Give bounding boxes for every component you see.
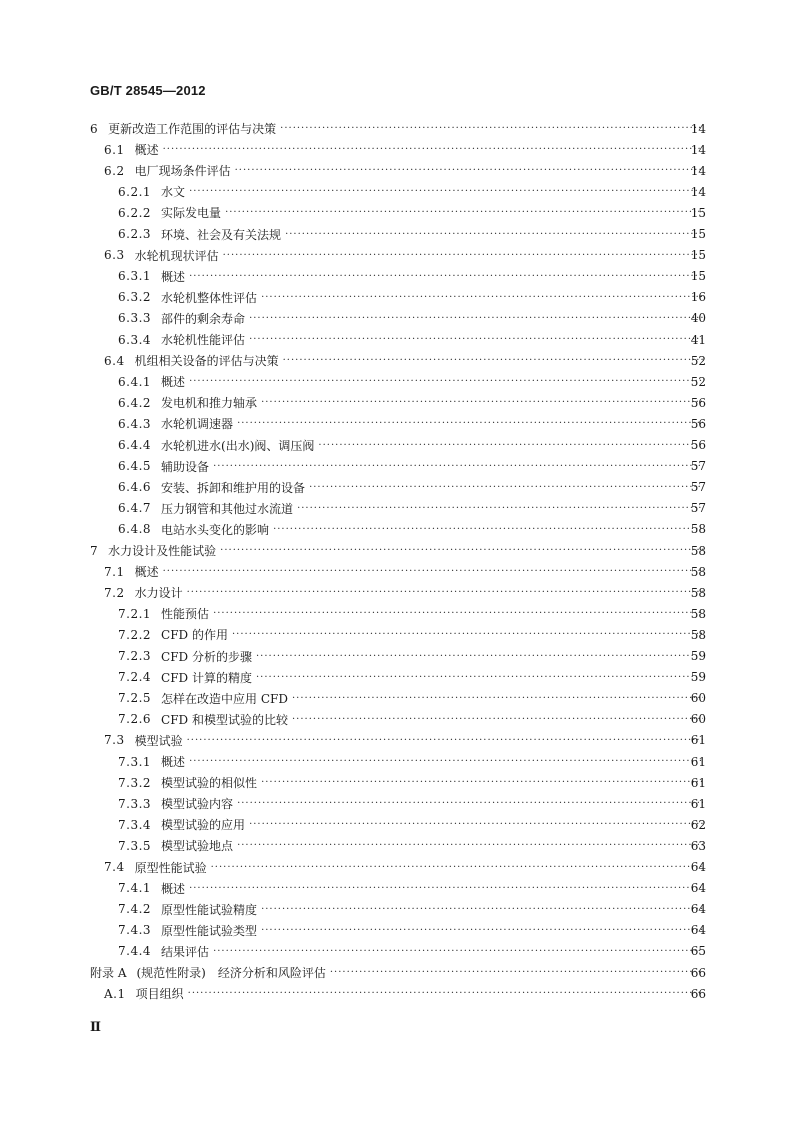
- toc-entry-page: 64: [690, 902, 706, 917]
- toc-entry-page: 16: [690, 290, 706, 305]
- toc-entry-title: 概述: [161, 755, 186, 769]
- toc-entry-number: 6.4: [104, 353, 125, 368]
- toc-entry[interactable]: [0, 814, 794, 835]
- toc-entry[interactable]: [0, 287, 794, 308]
- toc-entry-page: 61: [690, 733, 706, 748]
- toc-entry-title: 概述: [161, 269, 186, 284]
- toc-entry-page: 64: [690, 923, 706, 938]
- toc-leader-dots: [292, 714, 703, 725]
- toc-leader-dots: [237, 798, 703, 809]
- toc-entry-page: 59: [690, 670, 706, 685]
- toc-entry-page: 58: [690, 564, 706, 579]
- toc-entry-title: 机组相关设备的评估与决策: [134, 354, 279, 369]
- toc-leader-dots: [292, 693, 703, 704]
- toc-entry-page: 58: [690, 543, 706, 558]
- toc-entry[interactable]: [0, 371, 794, 392]
- toc-entry-line: [118, 479, 706, 496]
- toc-entry-page: 61: [690, 796, 706, 811]
- toc-leader-dots: [189, 376, 703, 387]
- toc-entry-line: [104, 584, 706, 601]
- toc-entry-number: 7: [90, 543, 99, 558]
- toc-entry[interactable]: [0, 603, 794, 624]
- toc-leader-dots: [189, 756, 703, 767]
- toc-leader-dots: [187, 587, 703, 598]
- toc-entry-title: 水轮机整体性评估: [161, 290, 258, 305]
- toc-entry-line: [90, 542, 706, 559]
- toc-leader-dots: [261, 925, 703, 936]
- toc-entry-title: (规范性附录) 经济分析和风险评估: [136, 966, 326, 980]
- toc-entry[interactable]: [0, 962, 794, 983]
- toc-entry-number: 6.4.1: [118, 374, 152, 389]
- toc-entry-title: 概述: [134, 565, 159, 580]
- toc-leader-dots: [280, 123, 703, 134]
- toc-entry-line: [118, 922, 706, 939]
- toc-leader-dots: [235, 165, 703, 176]
- toc-entry-page: 14: [690, 184, 706, 199]
- toc-entry-title: 部件的剩余寿命: [161, 311, 246, 326]
- toc-entry-line: [104, 563, 706, 580]
- toc-entry-page: 40: [690, 311, 706, 326]
- toc-entry-number: 6.4.5: [118, 459, 152, 474]
- toc-leader-dots: [318, 440, 703, 451]
- toc-entry-page: 61: [690, 775, 706, 790]
- toc-entry-title: 概述: [161, 881, 186, 896]
- toc-entry-number: 6.3.4: [118, 332, 152, 347]
- toc-entry-page: 15: [690, 205, 706, 220]
- toc-entry-page: 60: [690, 691, 706, 706]
- toc-entry-line: [90, 120, 706, 137]
- toc-entry-line: [118, 795, 706, 812]
- toc-entry[interactable]: [0, 646, 794, 667]
- toc-entry[interactable]: [0, 160, 794, 181]
- toc-entry[interactable]: [0, 730, 794, 751]
- toc-entry-page: 14: [690, 163, 706, 178]
- toc-leader-dots: [213, 946, 703, 957]
- toc-entry-page: 15: [690, 227, 706, 241]
- toc-entry[interactable]: [0, 224, 794, 245]
- toc-entry-title: 模型试验内容: [161, 797, 234, 812]
- toc-entry[interactable]: [0, 202, 794, 223]
- toc-entry-page: 58: [690, 627, 706, 642]
- toc-entry-line: [104, 859, 706, 876]
- toc-entry-number: 7.3.4: [118, 817, 152, 832]
- toc-entry-title: 安装、拆卸和维护用的设备: [161, 480, 306, 495]
- toc-entry-line: [118, 331, 706, 348]
- toc-entry-number: A.1: [104, 986, 126, 1001]
- toc-entry-number: 7.3.5: [118, 838, 152, 853]
- toc-entry-line: [104, 985, 706, 1002]
- toc-entry-title: 水力设计及性能试验: [108, 544, 217, 558]
- toc-leader-dots: [256, 672, 703, 683]
- toc-entry-number: 7.2.6: [118, 712, 152, 727]
- toc-entry[interactable]: [0, 350, 794, 371]
- toc-leader-dots: [237, 418, 703, 429]
- toc-entry-page: 58: [690, 585, 706, 600]
- toc-leader-dots: [283, 355, 703, 366]
- page-number: Ⅱ: [90, 1020, 101, 1035]
- toc-entry-page: 65: [690, 944, 706, 959]
- toc-leader-dots: [187, 735, 703, 746]
- toc-entry-number: 6.1: [104, 142, 125, 157]
- toc-entry-number: 6.4.6: [118, 480, 152, 495]
- toc-entry-title: 更新改造工作范围的评估与决策: [108, 122, 277, 136]
- toc-entry[interactable]: [0, 540, 794, 561]
- toc-entry-page: 64: [690, 860, 706, 874]
- toc-leader-dots: [261, 777, 703, 788]
- toc-entry[interactable]: [0, 667, 794, 688]
- toc-entry-title: CFD 分析的步骤: [161, 649, 252, 664]
- toc-leader-dots: [256, 651, 703, 662]
- toc-entry[interactable]: [0, 245, 794, 266]
- toc-entry-number: 7.1: [104, 564, 125, 579]
- toc-entry-title: 辅助设备: [161, 459, 210, 474]
- toc-entry-line: [118, 605, 706, 622]
- toc-entry-title: 结果评估: [161, 944, 210, 959]
- toc-entry[interactable]: [0, 139, 794, 160]
- toc-entry[interactable]: [0, 181, 794, 202]
- toc-entry-page: 59: [690, 649, 706, 663]
- toc-entry-number: 7.3.2: [118, 775, 152, 790]
- toc-entry-number: 6.3.3: [118, 311, 152, 326]
- toc-entry-line: [118, 373, 706, 390]
- toc-entry[interactable]: [0, 477, 794, 498]
- toc-entry-title: 电厂现场条件评估: [134, 164, 231, 179]
- toc-leader-dots: [273, 524, 703, 535]
- toc-entry-number: 7.2.2: [118, 627, 152, 642]
- toc-entry-line: [118, 183, 706, 200]
- toc-leader-dots: [249, 334, 703, 345]
- toc-entry-number: 6.3.2: [118, 290, 152, 305]
- toc-leader-dots: [213, 608, 703, 619]
- toc-entry-page: 57: [690, 501, 706, 516]
- toc-entry-line: [118, 943, 706, 960]
- toc-entry-title: 项目组织: [135, 987, 184, 1002]
- toc-entry-number: 6.4.8: [118, 522, 152, 537]
- toc-leader-dots: [189, 883, 703, 894]
- toc-entry-page: 63: [690, 838, 706, 853]
- toc-entry[interactable]: [0, 456, 794, 477]
- toc-leader-dots: [285, 229, 703, 240]
- toc-entry-number: 7.3.1: [118, 754, 152, 769]
- toc-entry-title: 模型试验的应用: [161, 818, 246, 833]
- toc-entry-page: 64: [690, 881, 706, 896]
- toc-entry[interactable]: [0, 624, 794, 645]
- toc-entry-line: [104, 141, 706, 158]
- toc-entry[interactable]: [0, 118, 794, 139]
- toc-entry-page: 52: [690, 374, 706, 389]
- toc-entry-line: [118, 753, 706, 770]
- toc-entry-number: 6: [90, 121, 99, 136]
- toc-entry-line: [90, 964, 706, 981]
- toc-entry-title: 原型性能试验类型: [161, 923, 258, 938]
- toc-entry-title: 水文: [161, 185, 186, 200]
- toc-leader-dots: [163, 566, 703, 577]
- toc-entry-page: 57: [690, 480, 706, 495]
- toc-entry-page: 58: [690, 522, 706, 537]
- toc-entry-number: 7.3.3: [118, 796, 152, 811]
- toc-entry-title: 水轮机调速器: [161, 417, 234, 432]
- toc-entry-number: 7.2.5: [118, 691, 152, 706]
- toc-leader-dots: [330, 967, 703, 978]
- toc-entry[interactable]: [0, 435, 794, 456]
- toc-entry-page: 56: [690, 395, 706, 410]
- toc-entry-line: [104, 732, 706, 749]
- toc-leader-dots: [213, 461, 703, 472]
- toc-entry[interactable]: [0, 519, 794, 540]
- toc-entry-page: 56: [690, 416, 706, 431]
- toc-entry-line: [118, 268, 706, 285]
- toc-entry-page: 58: [690, 606, 706, 621]
- toc-entry[interactable]: [0, 772, 794, 793]
- toc-entry-line: [118, 394, 706, 411]
- toc-entry-line: [104, 352, 706, 369]
- toc-leader-dots: [163, 144, 703, 155]
- toc-entry-page: 66: [690, 986, 706, 1001]
- toc-entry-title: 怎样在改造中应用 CFD: [161, 691, 288, 706]
- toc-entry-title: CFD 和模型试验的比较: [161, 712, 288, 727]
- toc-entry-number: 7.2.3: [118, 649, 152, 663]
- toc-entry-number: 6.4.2: [118, 395, 152, 410]
- toc-entry-page: 14: [690, 121, 706, 136]
- toc-entry-line: [118, 880, 706, 897]
- toc-entry-page: 52: [690, 353, 706, 368]
- toc-leader-dots: [249, 313, 703, 324]
- toc-entry-number: 7.4.4: [118, 944, 152, 959]
- toc-entry-page: 60: [690, 712, 706, 727]
- toc-entry-number: 6.2.3: [118, 227, 152, 241]
- toc-entry[interactable]: [0, 920, 794, 941]
- toc-entry[interactable]: [0, 899, 794, 920]
- toc-leader-dots: [211, 862, 703, 873]
- toc-entry-title: 概述: [161, 375, 186, 390]
- toc-entry-title: 模型试验: [134, 733, 183, 748]
- toc-entry[interactable]: [0, 308, 794, 329]
- toc-entry-page: 62: [690, 817, 706, 832]
- toc-entry-number: 6.2: [104, 163, 125, 178]
- toc-entry-number: 7.2: [104, 585, 125, 600]
- toc-entry[interactable]: [0, 688, 794, 709]
- toc-entry-title: 性能预估: [161, 607, 210, 622]
- toc-entry-number: 6.2.2: [118, 205, 152, 220]
- toc-entry-line: [118, 204, 706, 221]
- toc-entry-number: 6.4.7: [118, 501, 152, 516]
- toc-entry-title: 压力钢管和其他过水流道: [161, 501, 294, 516]
- toc-entry-line: [118, 500, 706, 517]
- toc-entry-page: 41: [690, 332, 706, 347]
- toc-entry-title: 水轮机性能评估: [161, 333, 246, 347]
- toc-entry-number: 7.2.1: [118, 606, 152, 621]
- toc-entry[interactable]: [0, 751, 794, 772]
- toc-entry-line: [118, 415, 706, 432]
- toc-entry-title: 环境、社会及有关法规: [161, 227, 282, 242]
- toc-entry-page: 57: [690, 459, 706, 474]
- toc-leader-dots: [223, 250, 703, 261]
- toc-entry-title: 模型试验的相似性: [161, 776, 258, 791]
- toc-entry-number: 7.3: [104, 733, 125, 748]
- toc-leader-dots: [309, 482, 703, 493]
- toc-leader-dots: [189, 271, 703, 282]
- toc-entry-title: 电站水头变化的影响: [161, 522, 270, 537]
- toc-entry-number: 7.4: [104, 860, 125, 874]
- toc-entry[interactable]: [0, 392, 794, 413]
- toc-entry[interactable]: [0, 582, 794, 603]
- toc-entry-page: 15: [690, 248, 706, 263]
- toc-entry-page: 66: [690, 965, 706, 980]
- toc-entry[interactable]: [0, 983, 794, 1004]
- document-header: [90, 83, 206, 98]
- toc-entry-line: [104, 247, 706, 264]
- toc-entry[interactable]: [0, 329, 794, 350]
- toc-entry-title: 原型性能试验: [134, 860, 207, 875]
- toc-entry-number: 6.3: [104, 248, 125, 263]
- toc-entry-number: 6.2.1: [118, 184, 152, 199]
- toc-entry[interactable]: [0, 835, 794, 856]
- toc-leader-dots: [297, 503, 703, 514]
- toc-leader-dots: [225, 207, 703, 218]
- toc-entry[interactable]: [0, 793, 794, 814]
- toc-entry-line: [118, 626, 706, 643]
- toc-leader-dots: [188, 988, 703, 999]
- toc-entry-page: 56: [690, 438, 706, 452]
- toc-leader-dots: [189, 186, 703, 197]
- toc-entry-title: 水轮机现状评估: [134, 248, 219, 263]
- toc-entry[interactable]: [0, 878, 794, 899]
- toc-entry-title: 概述: [134, 143, 159, 158]
- toc-entry-line: [118, 437, 706, 454]
- toc-entry[interactable]: [0, 413, 794, 434]
- toc-entry[interactable]: [0, 561, 794, 582]
- toc-entry-number: 7.4.1: [118, 881, 152, 896]
- toc-entry-line: [118, 837, 706, 854]
- standard-number: GB/T 28545—2012: [90, 83, 206, 98]
- toc-entry-title: CFD 计算的精度: [161, 670, 252, 685]
- toc-entry-line: [104, 162, 706, 179]
- toc-entry-line: [118, 226, 706, 243]
- toc-entry-title: 水轮机进水(出水)阀、调压阀: [161, 438, 315, 453]
- toc-entry-line: [118, 901, 706, 918]
- toc-entry-line: [118, 690, 706, 707]
- toc-entry-number: 7.4.2: [118, 902, 152, 917]
- toc-entry-page: 15: [690, 269, 706, 284]
- toc-entry-title: CFD 的作用: [161, 628, 228, 643]
- toc-leader-dots: [232, 629, 703, 640]
- toc-leader-dots: [261, 904, 703, 915]
- toc-entry-title: 水力设计: [134, 586, 183, 601]
- toc-entry-line: [118, 774, 706, 791]
- toc-entry-number: 6.4.4: [118, 438, 152, 452]
- toc-entry-line: [118, 310, 706, 327]
- toc-entry[interactable]: [0, 266, 794, 287]
- toc-leader-dots: [261, 292, 703, 303]
- toc-entry-number: 7.2.4: [118, 670, 152, 685]
- toc-leader-dots: [249, 819, 703, 830]
- toc-leader-dots: [237, 840, 703, 851]
- toc-entry-line: [118, 711, 706, 728]
- toc-entry[interactable]: [0, 498, 794, 519]
- toc-entry-page: 61: [690, 754, 706, 769]
- toc-entry-title: 实际发电量: [161, 206, 222, 221]
- toc-entry[interactable]: [0, 857, 794, 878]
- toc-entry-title: 模型试验地点: [161, 839, 234, 854]
- toc-entry-number: 附录 A: [90, 966, 127, 980]
- toc-entry[interactable]: [0, 709, 794, 730]
- toc-entry-line: [118, 289, 706, 306]
- toc-entry-line: [118, 816, 706, 833]
- toc-entry-number: 6.3.1: [118, 269, 152, 284]
- toc-entry-line: [118, 521, 706, 538]
- toc-leader-dots: [261, 397, 703, 408]
- toc-entry-line: [118, 648, 706, 665]
- toc-entry-line: [118, 458, 706, 475]
- toc-entry[interactable]: [0, 941, 794, 962]
- toc-entry-page: 14: [690, 142, 706, 157]
- toc-leader-dots: [220, 545, 703, 556]
- toc-entry-line: [118, 669, 706, 686]
- toc-entry-title: 发电机和推力轴承: [161, 396, 258, 411]
- toc-entry-number: 7.4.3: [118, 923, 152, 938]
- toc-entry-title: 原型性能试验精度: [161, 902, 258, 917]
- toc-entry-number: 6.4.3: [118, 416, 152, 431]
